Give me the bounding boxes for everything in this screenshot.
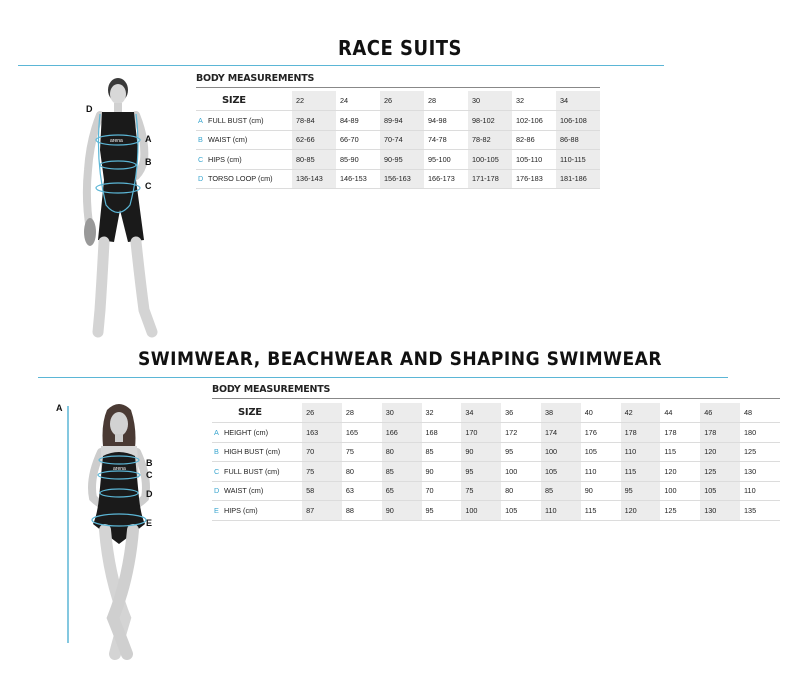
swim-size-44: 44 <box>664 408 673 417</box>
table-cell: 178 <box>621 423 661 443</box>
table-cell: 125 <box>664 505 677 515</box>
table-cell: 120 <box>621 501 661 521</box>
table-cell: 95 <box>425 505 434 515</box>
table-cell: 105 <box>700 481 740 501</box>
row-letter: C <box>198 154 204 164</box>
table-cell: 95-100 <box>428 154 451 164</box>
table-cell: 166 <box>382 423 422 443</box>
table-cell: 163 <box>302 423 342 443</box>
table-cell: 100 <box>461 501 501 521</box>
row-letter: A <box>214 427 219 437</box>
table-cell: 110-115 <box>556 150 600 170</box>
table-cell: 63 <box>345 486 354 496</box>
table-cell: 74-78 <box>428 135 447 145</box>
table-cell: 181-186 <box>556 169 600 189</box>
table-cell: 88 <box>345 505 354 515</box>
row-letter: D <box>198 174 204 184</box>
swim-figure-letter-a: A <box>56 403 63 413</box>
swim-figure-letter-b: B <box>146 458 153 468</box>
swim-table-header-row <box>212 403 780 423</box>
table-cell: 75 <box>345 447 354 457</box>
table-cell: 156-163 <box>380 169 424 189</box>
race-figure-letter-a: A <box>145 134 152 144</box>
race-size-22: 22 <box>292 91 336 111</box>
row-letter: B <box>198 135 203 145</box>
table-cell: 105 <box>584 447 597 457</box>
row-letter: C <box>214 466 220 476</box>
table-cell: 125 <box>744 447 757 457</box>
race-size-32: 32 <box>516 96 525 105</box>
table-cell: 100-105 <box>468 150 512 170</box>
race-size-30: 30 <box>468 91 512 111</box>
swimwear-model-figure <box>55 398 175 668</box>
table-cell: 176-183 <box>516 174 543 184</box>
row-letter: D <box>214 486 220 496</box>
table-cell: 172 <box>505 427 518 437</box>
swimwear-size-table <box>212 403 780 521</box>
swim-size-42: 42 <box>621 403 661 423</box>
swim-table-title: BODY MEASUREMENTS <box>212 384 331 395</box>
table-row <box>212 462 780 482</box>
table-row <box>212 442 780 462</box>
swim-size-28: 28 <box>345 408 354 417</box>
table-cell: 87 <box>302 501 342 521</box>
row-letter: E <box>214 505 219 515</box>
table-cell: 78-82 <box>468 130 512 150</box>
table-cell: 90 <box>382 501 422 521</box>
table-cell: 85 <box>425 447 434 457</box>
table-row <box>196 150 600 170</box>
table-cell: 90 <box>461 442 501 462</box>
table-cell: 95 <box>461 462 501 482</box>
table-cell: 100 <box>664 486 677 496</box>
table-cell: 62-66 <box>292 130 336 150</box>
race-size-34: 34 <box>556 91 600 111</box>
row-label: HIPS (cm) <box>208 154 242 164</box>
table-cell: 66-70 <box>340 135 359 145</box>
swim-size-header: SIZE <box>238 407 262 418</box>
table-cell: 170 <box>461 423 501 443</box>
table-row <box>196 111 600 131</box>
race-table-title-underline <box>196 87 600 88</box>
table-cell: 166-173 <box>428 174 455 184</box>
table-cell: 85 <box>382 462 422 482</box>
table-row <box>212 481 780 501</box>
table-cell: 80 <box>382 442 422 462</box>
table-row <box>196 169 600 189</box>
table-cell: 75 <box>461 481 501 501</box>
table-cell: 178 <box>700 423 740 443</box>
table-cell: 75 <box>302 462 342 482</box>
table-cell: 120 <box>664 466 677 476</box>
table-cell: 98-102 <box>468 111 512 131</box>
swim-table-title-underline <box>212 398 780 399</box>
table-cell: 130 <box>700 501 740 521</box>
table-cell: 110 <box>584 466 597 476</box>
race-suit-brand-text: arena <box>110 138 123 144</box>
table-cell: 95 <box>505 447 514 457</box>
row-label: TORSO LOOP (cm) <box>208 174 273 184</box>
table-cell: 171-178 <box>468 169 512 189</box>
swim-size-46: 46 <box>700 403 740 423</box>
table-cell: 115 <box>584 505 597 515</box>
race-table-title: BODY MEASUREMENTS <box>196 73 315 84</box>
table-cell: 90 <box>584 486 593 496</box>
race-size-28: 28 <box>428 96 437 105</box>
table-cell: 80-85 <box>292 150 336 170</box>
table-cell: 84-89 <box>340 115 359 125</box>
table-cell: 110 <box>744 486 756 496</box>
swim-size-40: 40 <box>584 408 593 417</box>
table-cell: 85-90 <box>340 154 359 164</box>
table-cell: 146-153 <box>340 174 367 184</box>
table-cell: 110 <box>541 501 581 521</box>
row-label: WAIST (cm) <box>224 486 264 496</box>
swimwear-brand-text: arena <box>113 466 126 472</box>
table-cell: 100 <box>505 466 518 476</box>
race-suits-divider <box>18 65 664 66</box>
race-table-header-row <box>196 91 600 111</box>
swim-size-26: 26 <box>302 403 342 423</box>
row-label: FULL BUST (cm) <box>224 466 280 476</box>
table-cell: 115 <box>664 447 677 457</box>
table-cell: 115 <box>621 462 661 482</box>
race-size-24: 24 <box>340 96 349 105</box>
swim-size-30: 30 <box>382 403 422 423</box>
table-cell: 105 <box>505 505 518 515</box>
swim-size-36: 36 <box>505 408 514 417</box>
table-cell: 106-108 <box>556 111 600 131</box>
row-label: HEIGHT (cm) <box>224 427 269 437</box>
table-cell: 135 <box>744 505 757 515</box>
race-figure-letter-b: B <box>145 157 152 167</box>
table-cell: 136-143 <box>292 169 336 189</box>
race-size-header: SIZE <box>222 95 246 106</box>
table-cell: 180 <box>744 427 757 437</box>
table-cell: 105-110 <box>516 154 543 164</box>
table-cell: 70-74 <box>380 130 424 150</box>
table-cell: 58 <box>302 481 342 501</box>
table-cell: 94-98 <box>428 115 447 125</box>
table-cell: 100 <box>541 442 581 462</box>
row-letter: B <box>214 447 219 457</box>
race-figure-letter-c: C <box>145 181 152 191</box>
swim-figure-letter-d: D <box>146 489 153 499</box>
table-cell: 85 <box>541 481 581 501</box>
table-cell: 90 <box>425 466 434 476</box>
swimwear-title: SWIMWEAR, BEACHWEAR AND SHAPING SWIMWEAR <box>137 348 663 370</box>
table-cell: 65 <box>382 481 422 501</box>
table-cell: 90-95 <box>380 150 424 170</box>
table-cell: 174 <box>541 423 581 443</box>
table-cell: 95 <box>621 481 661 501</box>
swim-size-48: 48 <box>744 408 753 417</box>
table-cell: 102-106 <box>516 115 543 125</box>
table-cell: 86-88 <box>556 130 600 150</box>
table-cell: 82-86 <box>516 135 535 145</box>
swim-figure-letter-e: E <box>146 518 153 528</box>
row-label: HIGH BUST (cm) <box>224 447 281 457</box>
table-cell: 176 <box>584 427 597 437</box>
table-cell: 165 <box>345 427 359 437</box>
table-cell: 125 <box>700 462 740 482</box>
table-cell: 70 <box>425 486 434 496</box>
swim-size-32: 32 <box>425 408 434 417</box>
table-cell: 168 <box>425 427 438 437</box>
table-cell: 80 <box>345 466 354 476</box>
table-cell: 130 <box>744 466 757 476</box>
row-label: HIPS (cm) <box>224 505 258 515</box>
swim-figure-letter-c: C <box>146 470 153 480</box>
table-cell: 70 <box>302 442 342 462</box>
table-cell: 89-94 <box>380 111 424 131</box>
table-cell: 178 <box>664 427 677 437</box>
row-letter: A <box>198 115 203 125</box>
swimwear-divider <box>38 377 728 378</box>
table-cell: 80 <box>505 486 514 496</box>
race-figure-letter-d: D <box>86 104 93 114</box>
table-row <box>212 501 780 521</box>
row-label: WAIST (cm) <box>208 135 248 145</box>
row-label: FULL BUST (cm) <box>208 115 264 125</box>
table-cell: 120 <box>700 442 740 462</box>
race-suits-title: RACE SUITS <box>337 36 463 60</box>
table-cell: 78-84 <box>292 111 336 131</box>
table-cell: 110 <box>621 442 661 462</box>
swim-size-38: 38 <box>541 403 581 423</box>
swim-size-34: 34 <box>461 403 501 423</box>
race-suits-size-table <box>196 91 600 189</box>
table-row <box>196 130 600 150</box>
table-row <box>212 423 780 443</box>
race-size-26: 26 <box>380 91 424 111</box>
table-cell: 105 <box>541 462 581 482</box>
